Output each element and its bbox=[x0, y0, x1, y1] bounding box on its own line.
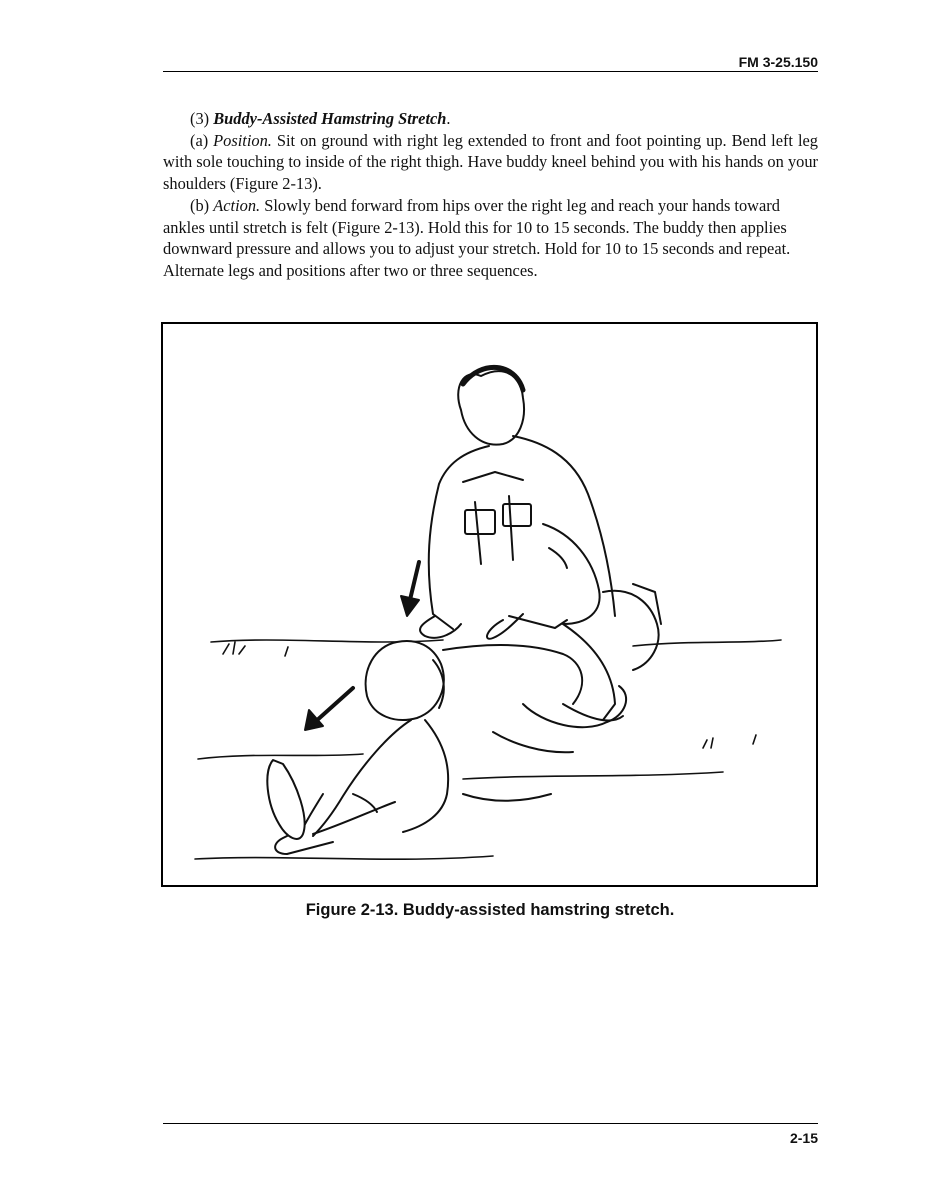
position-term: Position. bbox=[213, 130, 272, 150]
stretcher-figure bbox=[267, 641, 623, 854]
action-paragraph bbox=[163, 195, 818, 282]
section-title: Buddy-Assisted Hamstring Stretch bbox=[213, 109, 447, 128]
action-label: (b) bbox=[190, 195, 210, 215]
position-paragraph bbox=[163, 130, 818, 195]
position-text: Sit on ground with right leg extended to front and foot pointing up. Bend left leg with sole touching to inside of the right thigh. Have buddy kneel behind you with his hands on your shoulders (Figure 2-13). bbox=[163, 130, 818, 194]
figure-caption: Figure 2-13. Buddy-assisted hamstring stretch. bbox=[305, 901, 675, 919]
section-number: (3) bbox=[190, 109, 210, 128]
page-number: 2-15 bbox=[789, 1130, 818, 1146]
section-title-end: . bbox=[446, 109, 451, 128]
action-term: Action. bbox=[213, 195, 261, 215]
position-label: (a) bbox=[190, 130, 209, 150]
footer-rule bbox=[163, 1123, 818, 1124]
body-text bbox=[163, 108, 818, 282]
buddy-stretch-illustration bbox=[163, 324, 816, 885]
action-text: Slowly bend forward from hips over the right leg and reach your hands toward ankles until stretch is felt (Figure 2-13). Hold this for 10 to 15 seconds. The buddy then applies downward pressure and allows you to adjust your stretch. Hold for 10 to 15 seconds and repeat. Alternate legs and positions after two or three sequences. bbox=[163, 195, 791, 280]
section-heading bbox=[163, 108, 818, 130]
figure-frame bbox=[161, 322, 818, 887]
header-rule bbox=[163, 71, 818, 72]
running-header: FM 3-25.150 bbox=[738, 54, 818, 70]
buddy-figure bbox=[420, 367, 661, 752]
